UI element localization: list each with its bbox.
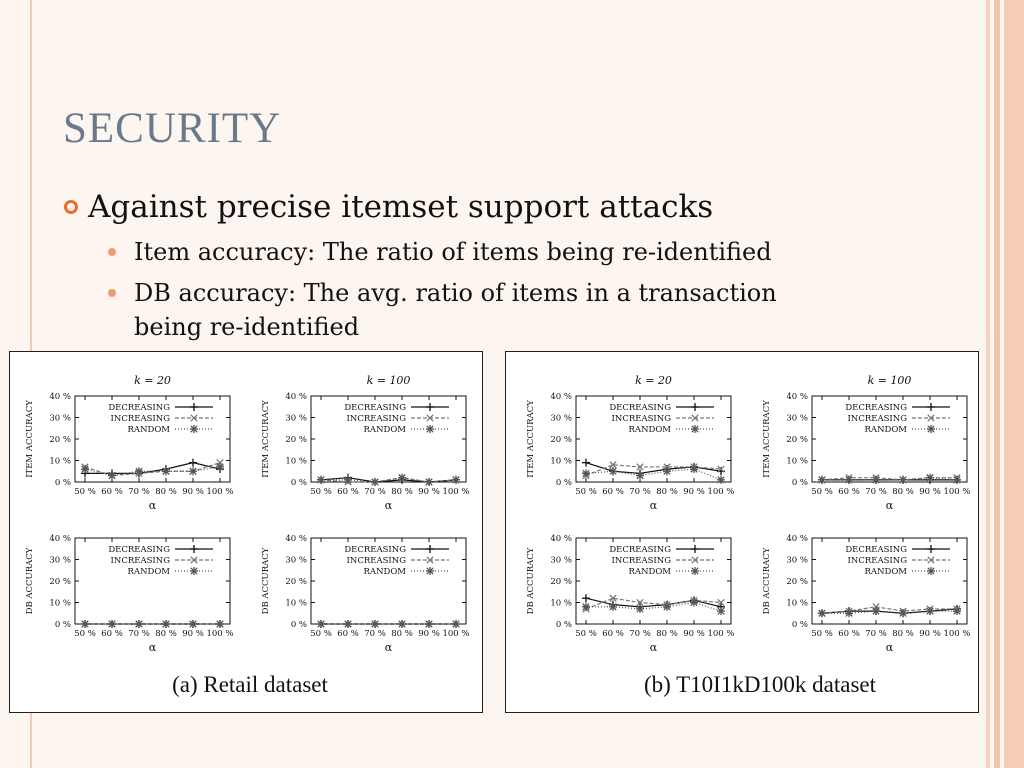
legend-label: DECREASING [609,403,671,413]
x-tick-label: 70 % [128,629,150,639]
y-axis-label: ITEM ACCURACY [526,400,536,478]
decorative-stripe [986,0,990,768]
sub-bullet-item [108,276,848,344]
y-tick-label: 20 % [49,577,71,587]
legend-marker [190,425,198,433]
y-tick-label: 10 % [285,456,307,467]
x-axis-label: α [148,499,157,512]
legend-label: DECREASING [609,545,671,555]
legend-marker [927,567,935,575]
legend-marker [190,567,198,575]
y-tick-label: 20 % [786,435,808,445]
data-point [81,620,89,628]
y-axis-label: DB ACCURACY [261,547,271,615]
data-point [135,620,143,628]
x-axis-label: α [885,499,894,512]
x-tick-label: 80 % [391,487,413,497]
x-tick-label: 50 % [575,629,597,639]
data-point [398,474,406,482]
data-point [582,594,590,602]
legend-marker [691,403,699,411]
y-tick-label: 10 % [550,456,572,467]
x-tick-label: 70 % [629,629,651,639]
legend-marker [426,545,434,553]
chart-b-db-k100 [757,512,977,662]
y-axis-label: DB ACCURACY [762,547,772,615]
x-tick-label: 90 % [919,487,941,497]
data-point [371,620,379,628]
legend-marker [927,425,935,433]
data-point [818,476,826,484]
x-tick-label: 100 % [943,629,971,639]
y-tick-label: 10 % [550,598,572,609]
x-axis-label: α [649,641,658,654]
data-point [845,476,853,484]
data-point [899,609,907,617]
legend-marker [691,545,699,553]
x-tick-label: 70 % [629,487,651,497]
data-point [452,620,460,628]
y-tick-label: 20 % [550,577,572,587]
data-point [108,472,116,480]
x-axis-label: α [148,641,157,654]
sub-bullet-text: Item accuracy: The ratio of items being re-identified [134,238,772,266]
data-point [317,620,325,628]
x-tick-label: 50 % [310,487,332,497]
x-tick-label: 90 % [418,487,440,497]
data-point [317,476,325,484]
y-tick-label: 30 % [49,555,71,566]
data-point [926,474,934,482]
x-tick-label: 80 % [391,629,413,639]
data-point [108,620,116,628]
legend-label: RANDOM [127,567,170,577]
y-tick-label: 40 % [285,392,307,402]
data-point [344,620,352,628]
caption-a: (a) Retail dataset [172,672,328,697]
legend-label: INCREASING [346,556,406,566]
y-tick-label: 0 % [54,620,71,630]
x-tick-label: 80 % [155,487,177,497]
x-tick-label: 90 % [683,629,705,639]
legend-label: RANDOM [864,567,907,577]
chart-a-item-k100 [256,370,476,520]
legend-label: RANDOM [127,425,170,435]
legend-label: DECREASING [344,403,406,413]
y-tick-label: 30 % [786,413,808,424]
caption-b: (b) T10I1kD100k dataset [643,672,877,697]
y-axis-label: ITEM ACCURACY [25,400,35,478]
y-tick-label: 10 % [786,456,808,467]
legend-marker [927,545,935,553]
x-tick-label: 80 % [155,629,177,639]
x-axis-label: α [384,499,393,512]
legend-label: DECREASING [845,545,907,555]
y-tick-label: 40 % [285,534,307,544]
x-axis-label: α [384,641,393,654]
x-tick-label: 100 % [442,487,470,497]
chart-b-item-k100 [757,370,977,520]
data-point [582,603,590,611]
chart-a-db-k20 [20,512,240,662]
data-point [636,605,644,613]
data-point [609,467,617,475]
series-line [586,598,721,607]
x-tick-label: 90 % [683,487,705,497]
y-tick-label: 20 % [49,435,71,445]
legend-label: RANDOM [363,567,406,577]
legend-marker [426,403,434,411]
x-tick-label: 60 % [838,629,860,639]
legend-label: INCREASING [847,414,907,424]
y-tick-label: 0 % [791,478,808,488]
slide-title: SECURITY [63,105,282,152]
y-tick-label: 20 % [285,435,307,445]
y-tick-label: 30 % [285,555,307,566]
x-axis-label: α [885,641,894,654]
data-point [189,620,197,628]
sub-bullet-dot-icon [108,248,116,256]
data-point [717,607,725,615]
chart-a-db-k100 [256,512,476,662]
bullet-ring-icon [64,200,78,214]
data-point [425,478,433,486]
x-tick-label: 90 % [182,629,204,639]
y-tick-label: 20 % [550,435,572,445]
y-tick-label: 20 % [786,577,808,587]
y-tick-label: 30 % [786,555,808,566]
data-point [609,603,617,611]
chart-a-item-k20 [20,370,240,520]
data-point [636,472,644,480]
decorative-stripe [994,0,1000,768]
y-tick-label: 20 % [285,577,307,587]
y-tick-label: 40 % [49,534,71,544]
y-axis-label: ITEM ACCURACY [261,400,271,478]
y-tick-label: 30 % [285,413,307,424]
legend-label: INCREASING [611,414,671,424]
sub-bullet-item [108,235,868,269]
data-point [872,476,880,484]
decorative-stripe [1004,0,1024,768]
legend-label: INCREASING [110,414,170,424]
y-tick-label: 0 % [555,478,572,488]
data-point [663,467,671,475]
sub-bullet-dot-icon [108,289,116,297]
chart-title: k = 20 [134,374,171,387]
legend-label: RANDOM [628,567,671,577]
x-tick-label: 100 % [206,487,234,497]
x-tick-label: 100 % [707,487,735,497]
data-point [582,469,590,477]
data-point [663,603,671,611]
legend-label: RANDOM [628,425,671,435]
y-axis-label: DB ACCURACY [526,547,536,615]
data-point [216,463,224,471]
data-point [371,478,379,486]
x-tick-label: 60 % [838,487,860,497]
data-point [582,459,590,467]
data-point [425,620,433,628]
legend-label: INCREASING [847,556,907,566]
x-tick-label: 50 % [74,629,96,639]
data-point [637,464,643,470]
y-tick-label: 40 % [786,392,808,402]
x-tick-label: 50 % [310,629,332,639]
legend-label: INCREASING [346,414,406,424]
y-tick-label: 0 % [290,620,307,630]
x-tick-label: 60 % [101,487,123,497]
x-tick-label: 50 % [811,629,833,639]
chart-b-item-k20 [521,370,741,520]
data-point [717,476,725,484]
chart-title: k = 100 [366,374,411,387]
legend-marker [691,425,699,433]
x-tick-label: 70 % [865,629,887,639]
x-tick-label: 70 % [364,487,386,497]
legend-label: INCREASING [110,556,170,566]
y-tick-label: 0 % [290,478,307,488]
y-tick-label: 30 % [550,413,572,424]
y-tick-label: 10 % [786,598,808,609]
x-tick-label: 100 % [707,629,735,639]
y-tick-label: 10 % [49,598,71,609]
data-point [953,476,961,484]
data-point [344,476,352,484]
x-tick-label: 60 % [101,629,123,639]
x-tick-label: 80 % [656,487,678,497]
x-tick-label: 100 % [943,487,971,497]
x-tick-label: 80 % [656,629,678,639]
y-tick-label: 10 % [49,456,71,467]
legend-marker [426,567,434,575]
x-tick-label: 80 % [892,487,914,497]
data-point [872,607,880,615]
data-point [690,465,698,473]
data-point [162,467,170,475]
x-tick-label: 50 % [74,487,96,497]
x-tick-label: 50 % [811,487,833,497]
series-line [586,465,721,476]
legend-marker [691,567,699,575]
y-tick-label: 40 % [550,392,572,402]
sub-bullet-text: DB accuracy: The avg. ratio of items in a transaction being re-identified [134,279,777,341]
legend-label: DECREASING [108,403,170,413]
legend-label: DECREASING [845,403,907,413]
data-point [926,607,934,615]
x-tick-label: 70 % [128,487,150,497]
data-point [818,609,826,617]
y-tick-label: 10 % [285,598,307,609]
bullet-item [64,189,713,225]
x-tick-label: 60 % [602,629,624,639]
data-point [953,607,961,615]
x-tick-label: 90 % [919,629,941,639]
y-tick-label: 40 % [550,534,572,544]
chart-b-db-k20 [521,512,741,662]
x-tick-label: 70 % [865,487,887,497]
legend-label: DECREASING [344,545,406,555]
data-point [899,476,907,484]
y-tick-label: 0 % [791,620,808,630]
data-point [162,620,170,628]
y-axis-label: ITEM ACCURACY [762,400,772,478]
y-tick-label: 30 % [550,555,572,566]
data-point [452,476,460,484]
legend-marker [927,403,935,411]
x-tick-label: 80 % [892,629,914,639]
y-tick-label: 0 % [555,620,572,630]
legend-label: INCREASING [611,556,671,566]
x-tick-label: 60 % [337,487,359,497]
x-tick-label: 60 % [337,629,359,639]
legend-marker [190,545,198,553]
data-point [81,465,89,473]
x-tick-label: 100 % [442,629,470,639]
bullet-text: Against precise itemset support attacks [88,189,714,225]
legend-label: RANDOM [363,425,406,435]
data-point [845,609,853,617]
data-point [690,599,698,607]
y-tick-label: 30 % [49,413,71,424]
x-tick-label: 90 % [418,629,440,639]
legend-label: RANDOM [864,425,907,435]
chart-title: k = 20 [635,374,672,387]
x-tick-label: 60 % [602,487,624,497]
legend-marker [190,403,198,411]
data-point [398,620,406,628]
legend-label: DECREASING [108,545,170,555]
y-axis-label: DB ACCURACY [25,547,35,615]
data-point [216,620,224,628]
y-tick-label: 0 % [54,478,71,488]
y-tick-label: 40 % [49,392,71,402]
data-point [189,459,197,467]
x-axis-label: α [649,499,658,512]
x-tick-label: 70 % [364,629,386,639]
x-tick-label: 90 % [182,487,204,497]
data-point [135,467,143,475]
data-point [189,467,197,475]
y-tick-label: 40 % [786,534,808,544]
x-tick-label: 100 % [206,629,234,639]
chart-title: k = 100 [867,374,912,387]
x-tick-label: 50 % [575,487,597,497]
legend-marker [426,425,434,433]
